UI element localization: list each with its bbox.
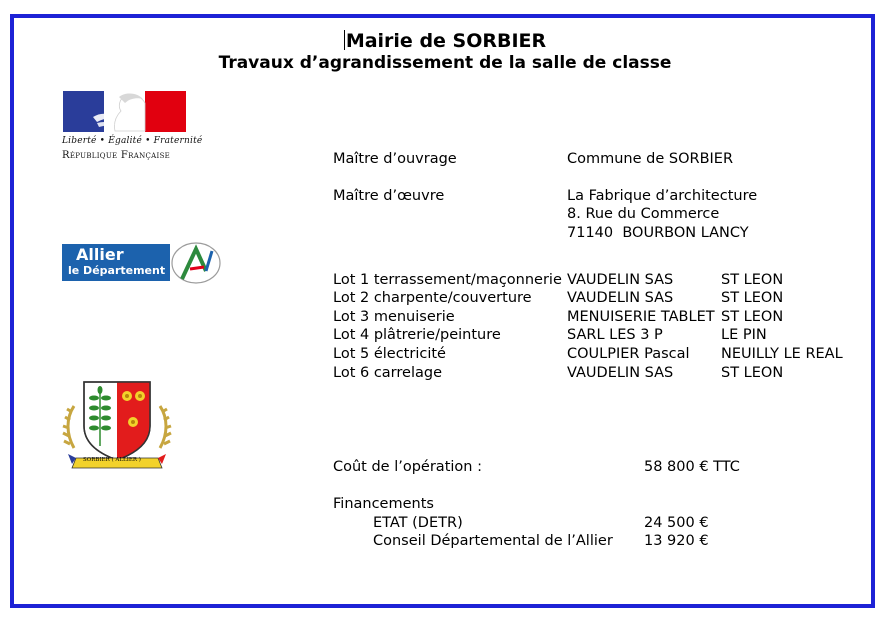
republique-francaise-logo — [63, 91, 186, 132]
maitre-oeuvre-label: Maître d’œuvre — [333, 188, 445, 204]
cout-value: 58 800 € TTC — [644, 459, 740, 475]
financement-value: 24 500 € — [644, 515, 709, 531]
page-subtitle: Travaux d’agrandissement de la salle de classe — [218, 53, 672, 73]
lot-town: ST LEON — [721, 309, 784, 325]
lot-town: ST LEON — [721, 272, 784, 288]
lot-company: VAUDELIN SAS — [567, 290, 674, 306]
page-title — [0, 30, 890, 52]
lot-label: Lot 1 terrassement/maçonnerie — [333, 272, 562, 288]
lot-town: LE PIN — [721, 327, 767, 343]
coat-of-arms-ribbon: SORBIER ( ALLIER ) — [83, 457, 141, 463]
lot-label: Lot 2 charpente/couverture — [333, 290, 532, 306]
financement-label: Conseil Départemental de l’Allier — [373, 533, 613, 549]
page-title-text: Mairie de SORBIER — [345, 30, 547, 52]
maitre-oeuvre-name: La Fabrique d’architecture — [567, 188, 758, 204]
lot-label: Lot 5 électricité — [333, 346, 446, 362]
maitre-oeuvre-street: 8. Rue du Commerce — [567, 206, 720, 222]
lot-company: COULPIER Pascal — [567, 346, 690, 362]
financements-label: Financements — [333, 496, 434, 512]
lot-label: Lot 6 carrelage — [333, 365, 442, 381]
lot-town: ST LEON — [721, 365, 784, 381]
allier-a-icon — [166, 241, 222, 285]
lot-company: VAUDELIN SAS — [567, 272, 674, 288]
allier-departement-logo — [62, 244, 222, 282]
lot-label: Lot 3 menuiserie — [333, 309, 455, 325]
republique-motto: Liberté • Égalité • Fraternité — [62, 136, 203, 146]
maitre-ouvrage-value: Commune de SORBIER — [567, 151, 734, 167]
financement-value: 13 920 € — [644, 533, 709, 549]
lot-label: Lot 4 plâtrerie/peinture — [333, 327, 501, 343]
lot-town: ST LEON — [721, 290, 784, 306]
lot-company: SARL LES 3 P — [567, 327, 663, 343]
financement-label: ETAT (DETR) — [373, 515, 463, 531]
cout-label: Coût de l’opération : — [333, 459, 482, 475]
maitre-oeuvre-city: 71140 BOURBON LANCY — [567, 225, 749, 241]
text-cursor — [344, 30, 345, 50]
allier-logo-subtitle: le Département — [68, 264, 166, 277]
lot-company: MENUISERIE TABLET — [567, 309, 715, 325]
republique-name: République Française — [62, 150, 171, 161]
lot-town: NEUILLY LE REAL — [721, 346, 843, 362]
lot-company: VAUDELIN SAS — [567, 365, 674, 381]
allier-logo-name: Allier — [76, 245, 124, 264]
maitre-ouvrage-label: Maître d’ouvrage — [333, 151, 457, 167]
